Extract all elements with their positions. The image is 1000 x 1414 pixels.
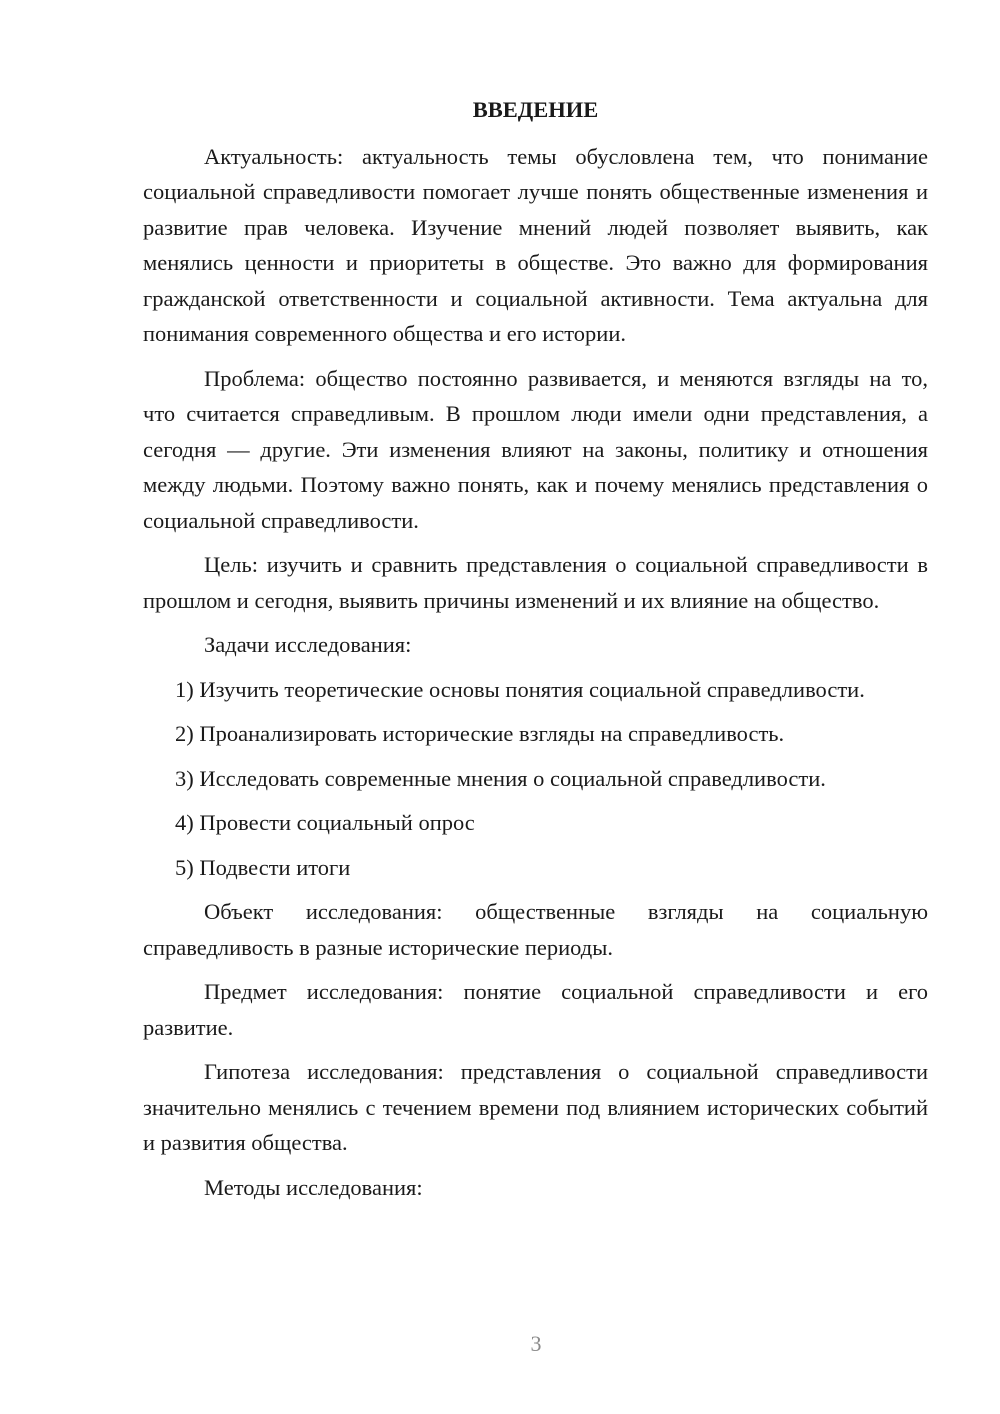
task-item-1: 1) Изучить теоретические основы понятия социальной справедливости. [175,676,865,702]
task-item-2: 2) Проанализировать исторические взгляды на справедливость. [175,721,785,746]
document-body [143,92,928,1214]
paragraph-goal: Цель: изучить и сравнить представления о социальной справедливости в прошлом и сегодня, выявить причины изменений и их влияние на общество. [143,552,928,613]
paragraph-relevance: Актуальность: актуальность темы обусловлена тем, что понимание социальной справедливости помогает лучше понять общественные изменения и развитие прав человека. Изучение мнений людей позволяет выявить, как менялись ценности и приоритеты в обществе. Это важно для формирования гражданской ответственности и социальной активности. Тема актуальна для понимания современного общества и его истории. [143,143,928,346]
page-title: ВВЕДЕНИЕ [472,97,599,122]
tasks-heading: Задачи исследования: [204,632,412,657]
paragraph-hypothesis: Гипотеза исследования: представления о социальной справедливости значительно менялись с течением времени под влиянием исторических событий и развития общества. [143,1059,928,1155]
task-item-3: 3) Исследовать современные мнения о социальной справедливости. [175,765,826,791]
paragraph-object: Объект исследования: общественные взгляды на социальную справедливость в разные исторические периоды. [143,899,928,960]
paragraph-subject: Предмет исследования: понятие социальной справедливости и его развитие. [143,979,928,1040]
methods-heading: Методы исследования: [204,1174,423,1200]
task-item-4: 4) Провести социальный опрос [175,810,475,835]
page-number: 3 [530,1331,542,1356]
paragraph-problem: Проблема: общество постоянно развивается, и меняются взгляды на то, что считается справедливым. В прошлом люди имели одни представления, а сегодня — другие. Эти изменения влияют на законы, политику и отношения между людьми. Поэтому важно понять, как и почему менялись представления о социальной справедливости. [143,365,928,533]
task-item-5: 5) Подвести итоги [175,854,351,880]
